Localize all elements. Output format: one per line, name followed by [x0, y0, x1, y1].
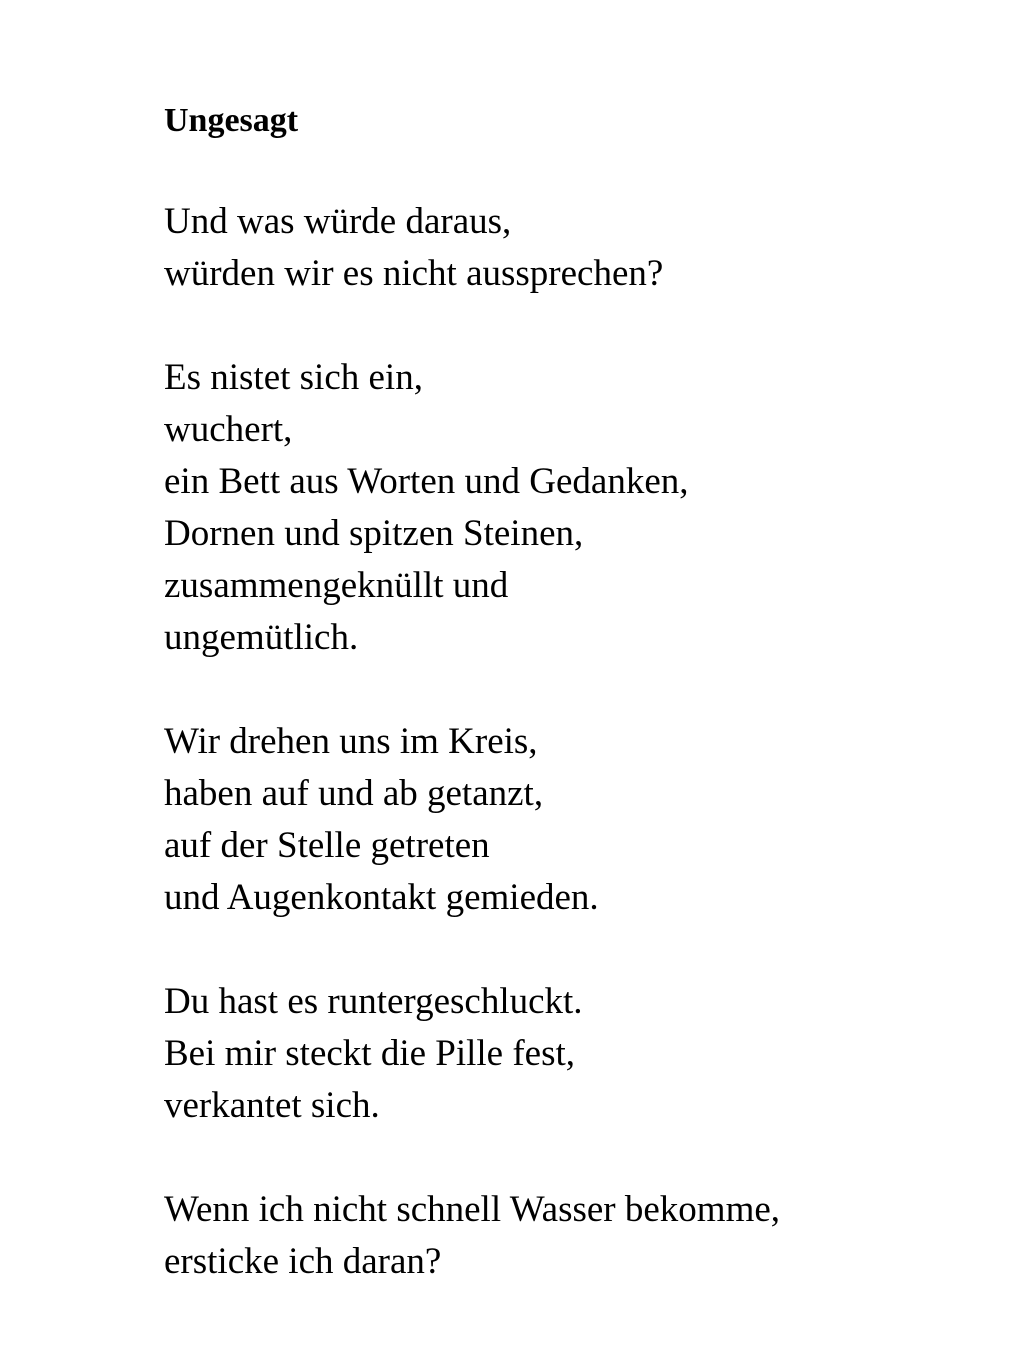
poem-line: würden wir es nicht aussprechen? [164, 253, 664, 294]
poem [164, 98, 984, 1340]
poem-line: wuchert, [164, 409, 293, 450]
poem-line: Du hast es runtergeschluckt. [164, 981, 583, 1022]
stanza-3 [164, 716, 984, 924]
stanza-2 [164, 352, 984, 664]
poem-line: verkantet sich. [164, 1085, 380, 1126]
poem-line: haben auf und ab getanzt, [164, 773, 544, 814]
poem-line: ungemütlich. [164, 617, 359, 658]
poem-line: Dornen und spitzen Steinen, [164, 513, 584, 554]
stanza-4 [164, 976, 984, 1132]
poem-title: Ungesagt [164, 102, 299, 139]
poem-line: und Augenkontakt gemieden. [164, 877, 599, 918]
stanza-5 [164, 1184, 984, 1288]
poem-line: Und was würde daraus, [164, 201, 512, 242]
poem-line: ersticke ich daran? [164, 1241, 442, 1282]
poem-line: Wenn ich nicht schnell Wasser bekomme, [164, 1189, 781, 1230]
poem-line: zusammengeknüllt und [164, 565, 509, 606]
stanza-1 [164, 196, 984, 300]
poem-line: Wir drehen uns im Kreis, [164, 721, 538, 762]
poem-line: Bei mir steckt die Pille fest, [164, 1033, 576, 1074]
poem-line: auf der Stelle getreten [164, 825, 490, 866]
poem-line: Es nistet sich ein, [164, 357, 423, 398]
poem-line: ein Bett aus Worten und Gedanken, [164, 461, 689, 502]
